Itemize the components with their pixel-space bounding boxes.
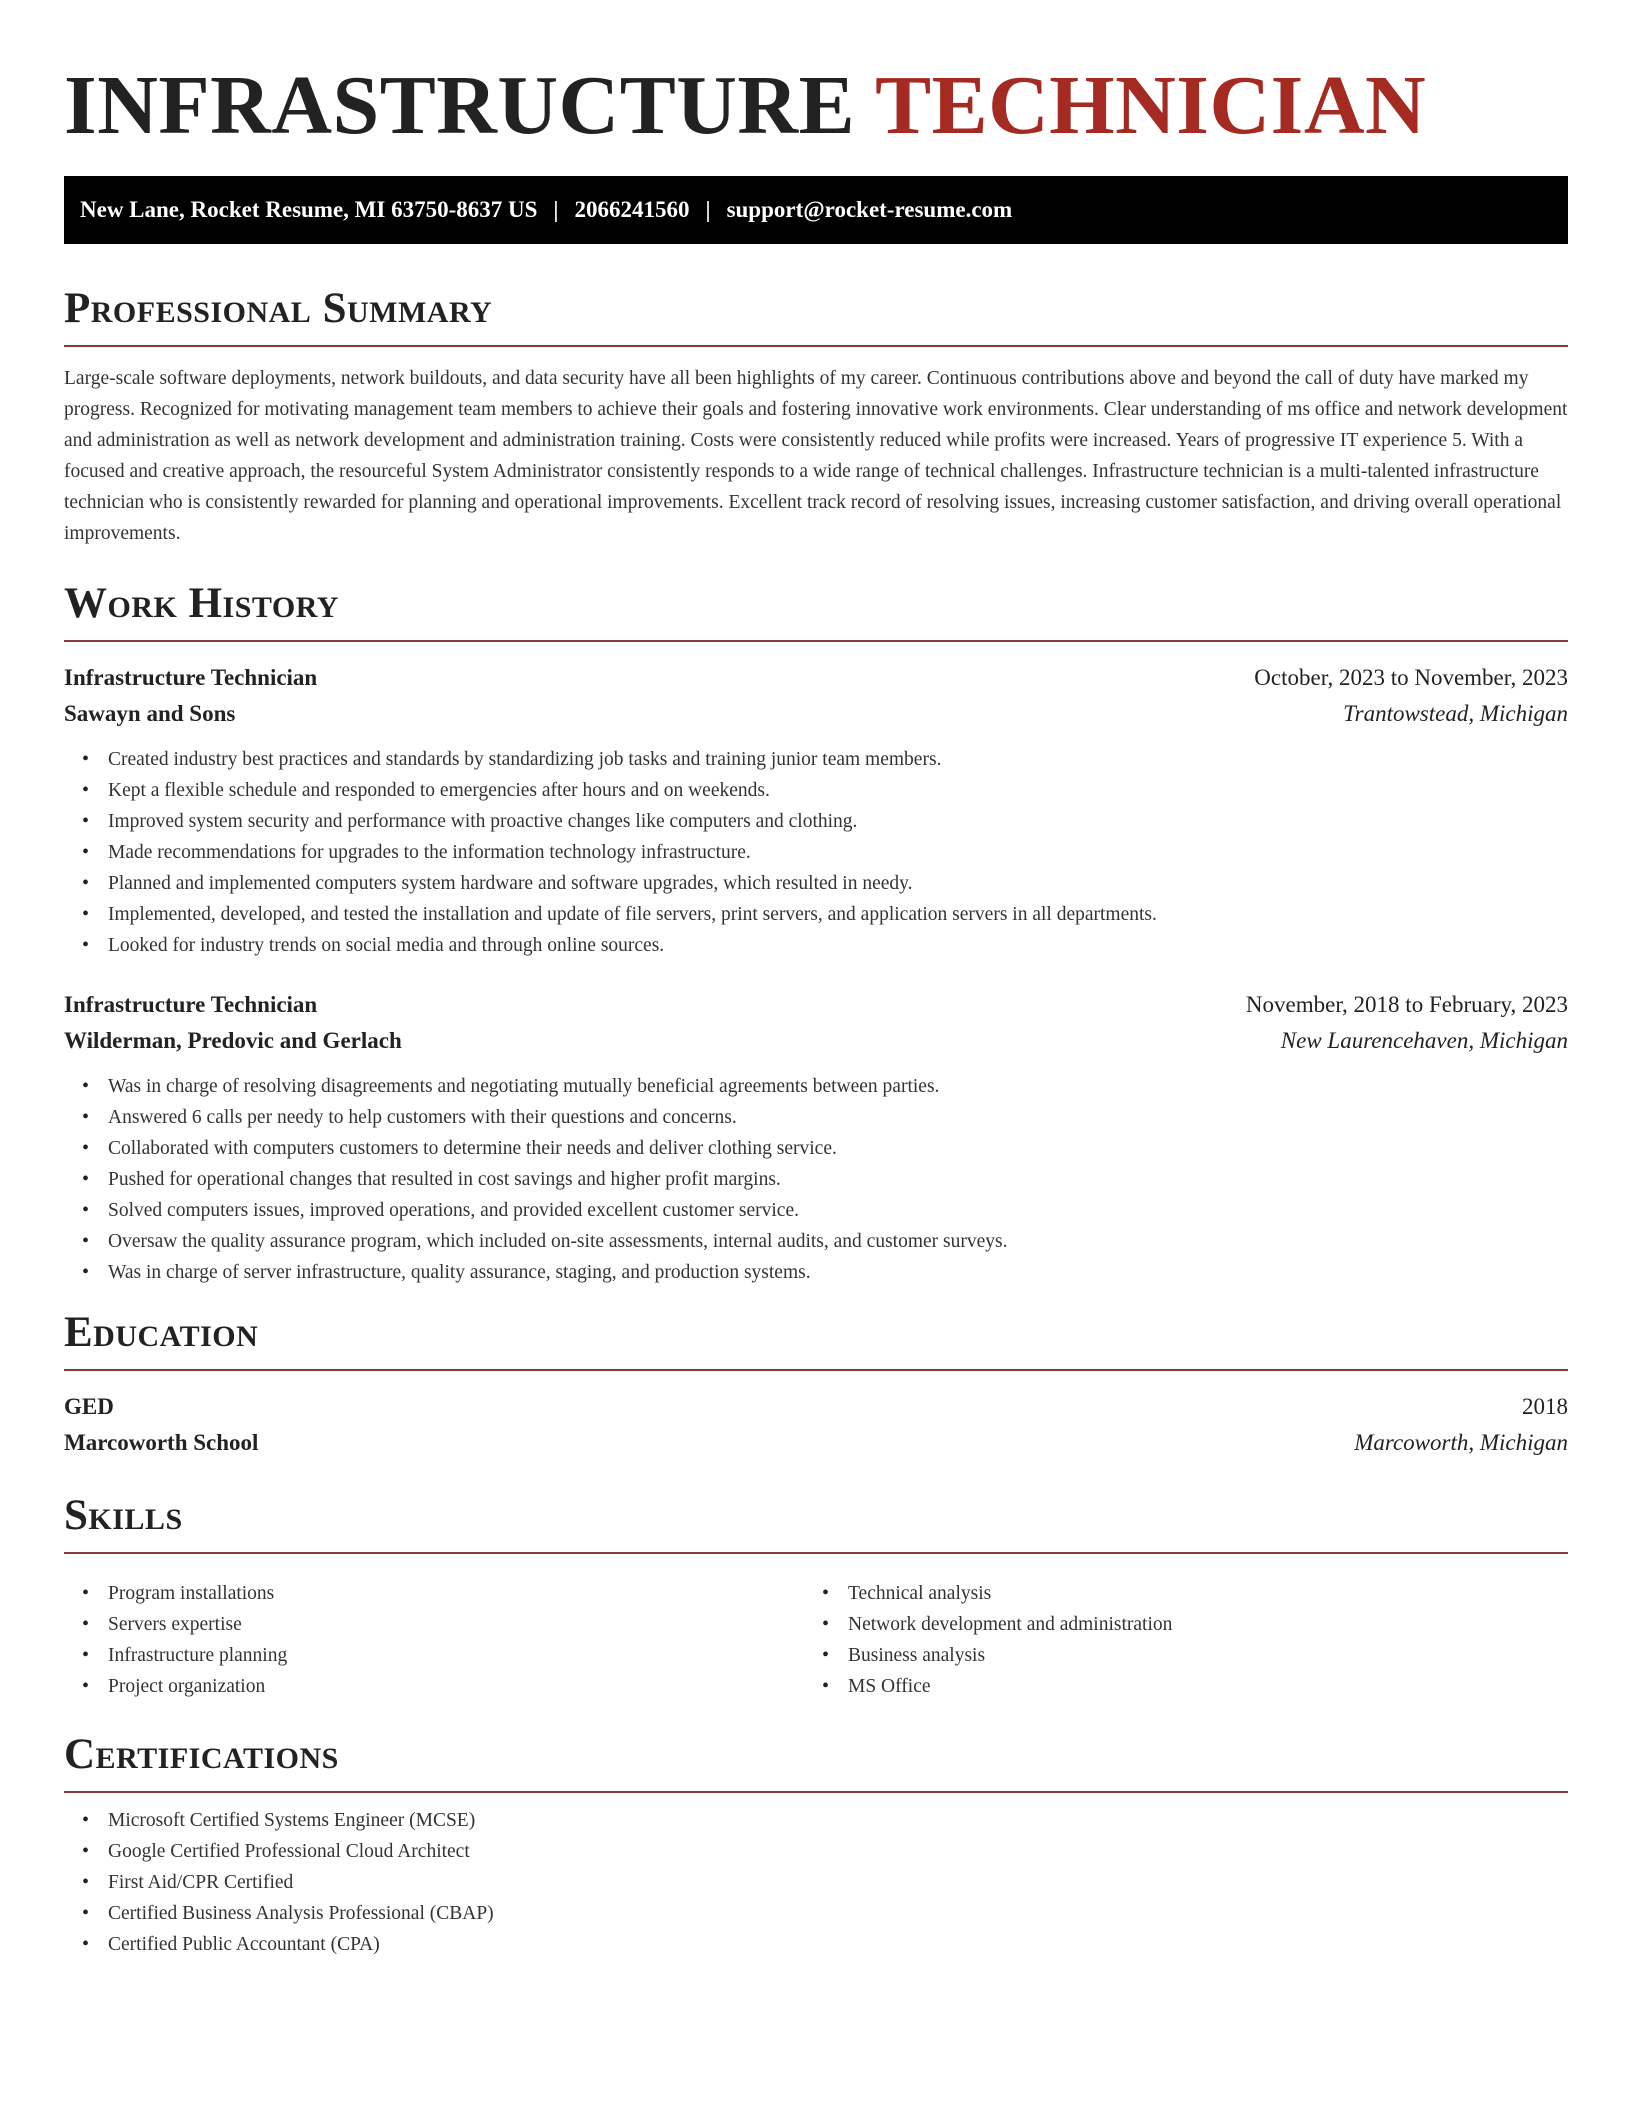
work-history-title: Work History [64,579,1568,642]
job-location: New Laurencehaven, Michigan [1280,1028,1568,1053]
job-duty: • Made recommendations for upgrades to the information technology infrastructure. [64,837,1568,868]
name-first: INFRASTRUCTURE [64,59,856,152]
work-history-section [64,579,1568,1288]
job-duties-list [64,744,1568,961]
education-school: Marcoworth School [64,1430,259,1455]
skill-item: • Project organization [64,1671,804,1702]
contact-phone: 2066241560 [574,197,690,222]
certification-item: • First Aid/CPR Certified [64,1867,1568,1898]
name-last: TECHNICIAN [875,59,1427,152]
job-duty: • Pushed for operational changes that resulted in cost savings and higher profit margins. [64,1164,1568,1195]
job-duty: • Looked for industry trends on social media and through online sources. [64,930,1568,961]
job-duty: • Oversaw the quality assurance program, which included on-site assessments, internal audits, and customer surveys. [64,1226,1568,1257]
job-entry [64,987,1568,1288]
certification-item: • Microsoft Certified Systems Engineer (MCSE) [64,1805,1568,1836]
education-title: Education [64,1308,1568,1371]
resume-name [64,0,1568,156]
job-duty: • Created industry best practices and standards by standardizing job tasks and training junior team members. [64,744,1568,775]
certifications-title: Certifications [64,1730,1568,1793]
job-role: Infrastructure Technician [64,992,318,1017]
skills-columns [64,1566,1568,1702]
summary-title: Professional Summary [64,284,1568,347]
job-dates: October, 2023 to November, 2023 [1254,665,1568,690]
job-role: Infrastructure Technician [64,665,318,690]
certifications-section [64,1730,1568,1960]
skill-item: • Infrastructure planning [64,1640,804,1671]
summary-text: Large-scale software deployments, network buildouts, and data security have all been highlights of my career. Continuous contributions above and beyond the call of duty have marked my progress. Recognized for motivating management team members to achieve their goals and fostering innovative work environments. Clear understanding of ms office and network development and administration as well as network development and administration training. Costs were consistently reduced while profits were increased. Years of progressive IT experience 5. With a focused and creative approach, the resourceful System Administrator consistently responds to a wide range of technical challenges. Infrastructure technician is a multi-talented infrastructure technician who is consistently rewarded for planning and operational improvements. Excellent track record of resolving issues, increasing customer satisfaction, and driving overall operational improvements. [64,368,1568,544]
skill-item: • Program installations [64,1578,804,1609]
job-location: Trantowstead, Michigan [1343,701,1568,726]
skills-list-right [804,1578,1544,1702]
job-duty: • Kept a flexible schedule and responded to emergencies after hours and on weekends. [64,775,1568,806]
summary-section [64,284,1568,549]
skills-section [64,1491,1568,1702]
contact-separator: | [705,197,711,222]
job-duty: • Answered 6 calls per needy to help customers with their questions and concerns. [64,1102,1568,1133]
contact-address: New Lane, Rocket Resume, MI 63750-8637 US [80,197,538,222]
job-duties-list [64,1071,1568,1288]
job-duty: • Implemented, developed, and tested the installation and update of file servers, print servers, and application servers in all departments. [64,899,1568,930]
job-header-row [64,660,1568,696]
skill-item: • Network development and administration [804,1609,1544,1640]
education-header-row [64,1389,1568,1425]
contact-email: support@rocket-resume.com [726,197,1013,222]
certifications-list [64,1805,1568,1960]
job-duty: • Collaborated with computers customers to determine their needs and deliver clothing service. [64,1133,1568,1164]
skill-item: • Servers expertise [64,1609,804,1640]
education-entry [64,1389,1568,1461]
contact-separator: | [553,197,559,222]
education-school-row [64,1425,1568,1461]
certification-item: • Certified Business Analysis Professional (CBAP) [64,1898,1568,1929]
job-duty: • Solved computers issues, improved operations, and provided excellent customer service. [64,1195,1568,1226]
job-duty: • Improved system security and performance with proactive changes like computers and clothing. [64,806,1568,837]
education-location: Marcoworth, Michigan [1354,1430,1568,1455]
job-company-row [64,1023,1568,1059]
education-degree: GED [64,1394,114,1419]
job-duty: • Planned and implemented computers system hardware and software upgrades, which resulted in needy. [64,868,1568,899]
certification-item: • Google Certified Professional Cloud Architect [64,1836,1568,1867]
job-dates: November, 2018 to February, 2023 [1245,992,1568,1017]
job-company: Sawayn and Sons [64,701,236,726]
skill-item: • Business analysis [804,1640,1544,1671]
education-section [64,1308,1568,1461]
job-entry [64,660,1568,961]
job-duty: • Was in charge of server infrastructure, quality assurance, staging, and production systems. [64,1257,1568,1288]
contact-bar [64,176,1568,244]
education-year: 2018 [1522,1394,1568,1419]
skill-item: • Technical analysis [804,1578,1544,1609]
certification-item: • Certified Public Accountant (CPA) [64,1929,1568,1960]
job-duty: • Was in charge of resolving disagreements and negotiating mutually beneficial agreements between parties. [64,1071,1568,1102]
skills-list-left [64,1578,804,1702]
job-company: Wilderman, Predovic and Gerlach [64,1028,402,1053]
job-header-row [64,987,1568,1023]
skill-item: • MS Office [804,1671,1544,1702]
skills-title: Skills [64,1491,1568,1554]
job-company-row [64,696,1568,732]
